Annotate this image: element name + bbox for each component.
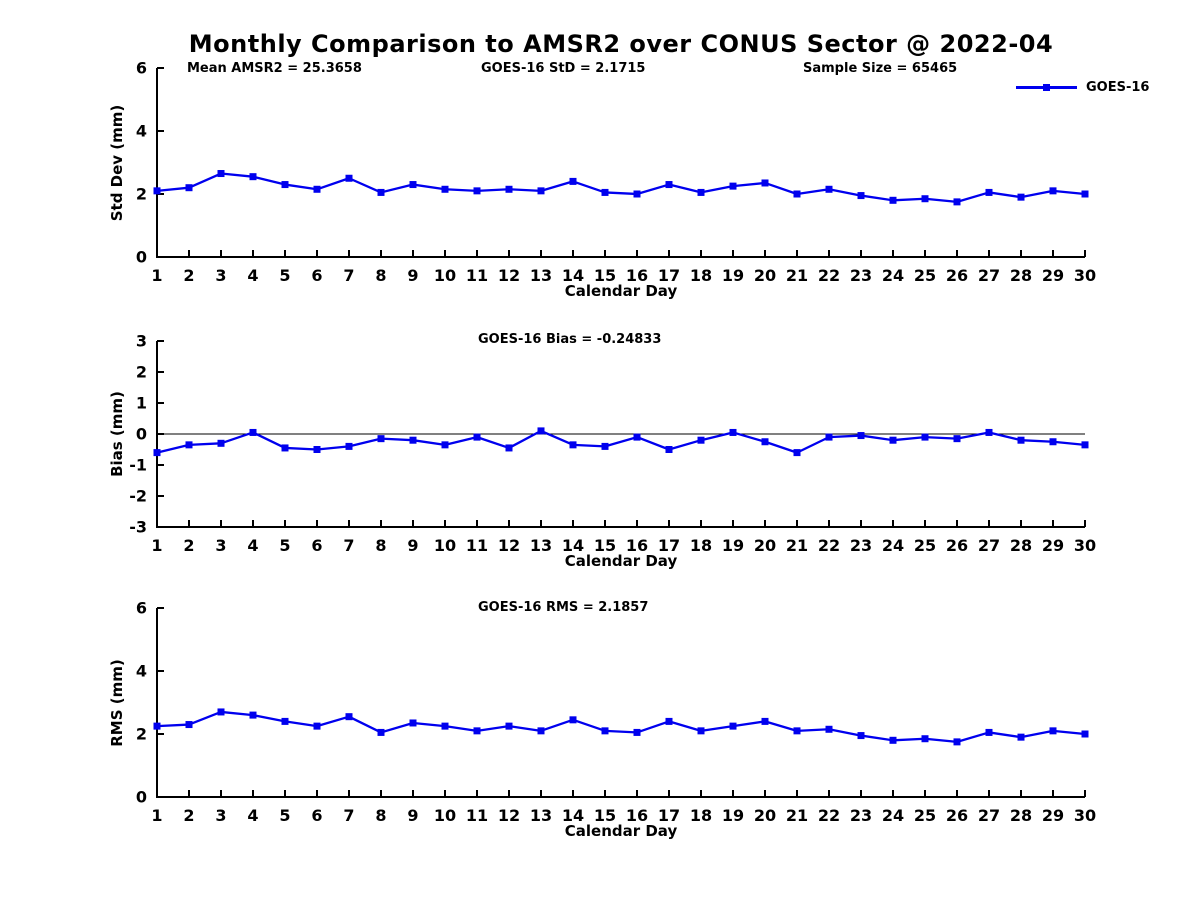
data-point-marker (922, 735, 929, 742)
x-tick-label: 27 (977, 536, 1001, 555)
data-point-marker (826, 726, 833, 733)
data-point-marker (410, 437, 417, 444)
y-tick-label: -3 (129, 517, 147, 537)
x-tick-label: 27 (977, 266, 1001, 285)
ylabel-std-dev: Std Dev (mm) (108, 104, 126, 222)
data-point-marker (570, 441, 577, 448)
x-tick-label: 10 (433, 266, 457, 285)
x-tick-label: 5 (279, 266, 291, 285)
data-point-marker (762, 179, 769, 186)
data-point-marker (538, 427, 545, 434)
x-tick-label: 22 (817, 266, 841, 285)
x-tick-label: 25 (913, 806, 937, 825)
x-tick-label: 27 (977, 806, 1001, 825)
data-point-marker (1050, 727, 1057, 734)
data-point-marker (1018, 734, 1025, 741)
x-tick-label: 15 (593, 806, 617, 825)
x-tick-label: 15 (593, 266, 617, 285)
x-tick-label: 6 (311, 536, 323, 555)
data-point-marker (474, 434, 481, 441)
x-tick-label: 22 (817, 536, 841, 555)
legend-label: GOES-16 (1086, 80, 1150, 95)
x-tick-label: 3 (215, 806, 227, 825)
x-tick-label: 20 (753, 536, 777, 555)
data-point-marker (186, 184, 193, 191)
y-tick-label: 1 (135, 393, 147, 413)
x-tick-label: 9 (407, 266, 419, 285)
y-tick-label: -2 (129, 486, 147, 506)
x-tick-label: 29 (1041, 536, 1065, 555)
data-point-marker (506, 186, 513, 193)
page-title: Monthly Comparison to AMSR2 over CONUS Sector @ 2022-04 (188, 30, 1054, 58)
x-tick-label: 30 (1073, 266, 1097, 285)
x-tick-label: 6 (311, 806, 323, 825)
std-dev-series-line (157, 174, 1085, 202)
data-point-marker (474, 187, 481, 194)
data-point-marker (346, 713, 353, 720)
subplot-title-bias: GOES-16 Bias = -0.24833 (478, 332, 662, 347)
x-tick-label: 4 (247, 266, 259, 285)
data-point-marker (314, 446, 321, 453)
data-point-marker (730, 429, 737, 436)
x-tick-label: 23 (849, 806, 873, 825)
data-point-marker (410, 719, 417, 726)
data-point-marker (314, 186, 321, 193)
x-tick-label: 12 (497, 806, 521, 825)
legend-line-sample (1016, 86, 1077, 89)
data-point-marker (250, 173, 257, 180)
data-point-marker (762, 718, 769, 725)
x-tick-label: 25 (913, 536, 937, 555)
data-point-marker (1082, 731, 1089, 738)
ylabel-rms: RMS (mm) (108, 659, 126, 747)
data-point-marker (890, 197, 897, 204)
data-point-marker (922, 195, 929, 202)
data-point-marker (794, 449, 801, 456)
data-point-marker (186, 721, 193, 728)
bias-subplot (129, 332, 1096, 556)
rms-subplot (136, 599, 1096, 826)
annotation-sample-size: Sample Size = 65465 (803, 61, 958, 76)
x-tick-label: 16 (625, 266, 649, 285)
data-point-marker (282, 718, 289, 725)
data-point-marker (666, 181, 673, 188)
x-tick-label: 29 (1041, 266, 1065, 285)
x-tick-label: 19 (721, 536, 745, 555)
xlabel-bias: Calendar Day (564, 552, 678, 570)
data-point-marker (346, 175, 353, 182)
y-tick-label: 6 (135, 58, 147, 78)
data-point-marker (634, 434, 641, 441)
x-tick-label: 30 (1073, 806, 1097, 825)
x-tick-label: 26 (945, 536, 969, 555)
x-tick-label: 1 (151, 806, 163, 825)
data-point-marker (442, 723, 449, 730)
data-point-marker (154, 187, 161, 194)
x-tick-label: 10 (433, 806, 457, 825)
data-point-marker (1082, 191, 1089, 198)
y-tick-label: -1 (129, 455, 147, 475)
data-point-marker (1082, 441, 1089, 448)
x-tick-label: 20 (753, 806, 777, 825)
x-tick-label: 4 (247, 536, 259, 555)
y-tick-label: 2 (135, 362, 147, 382)
y-tick-label: 0 (135, 424, 147, 444)
data-point-marker (698, 189, 705, 196)
x-tick-label: 6 (311, 266, 323, 285)
x-tick-label: 9 (407, 806, 419, 825)
x-tick-label: 22 (817, 806, 841, 825)
data-point-marker (378, 435, 385, 442)
x-tick-label: 13 (529, 806, 553, 825)
x-tick-label: 1 (151, 266, 163, 285)
x-tick-label: 2 (183, 266, 195, 285)
data-point-marker (826, 186, 833, 193)
data-point-marker (378, 729, 385, 736)
y-tick-label: 2 (135, 184, 147, 204)
data-point-marker (442, 441, 449, 448)
data-point-marker (282, 444, 289, 451)
x-tick-label: 20 (753, 266, 777, 285)
x-tick-label: 29 (1041, 806, 1065, 825)
y-tick-label: 3 (135, 331, 147, 351)
x-tick-label: 21 (785, 536, 809, 555)
data-point-marker (602, 727, 609, 734)
data-point-marker (474, 727, 481, 734)
x-tick-label: 1 (151, 536, 163, 555)
data-point-marker (442, 186, 449, 193)
data-point-marker (826, 434, 833, 441)
data-point-marker (602, 189, 609, 196)
data-point-marker (794, 191, 801, 198)
data-point-marker (698, 437, 705, 444)
x-tick-label: 21 (785, 266, 809, 285)
data-point-marker (378, 189, 385, 196)
x-tick-label: 7 (343, 266, 355, 285)
data-point-marker (570, 716, 577, 723)
annotation-goes16-std: GOES-16 StD = 2.1715 (481, 61, 646, 76)
data-point-marker (794, 727, 801, 734)
x-tick-label: 14 (561, 266, 585, 285)
data-point-marker (922, 434, 929, 441)
subplot-title-rms: GOES-16 RMS = 2.1857 (478, 600, 649, 615)
x-tick-label: 17 (657, 266, 681, 285)
x-tick-label: 14 (561, 536, 585, 555)
data-point-marker (1050, 438, 1057, 445)
x-tick-label: 4 (247, 806, 259, 825)
data-point-marker (634, 191, 641, 198)
data-point-marker (538, 187, 545, 194)
data-point-marker (570, 178, 577, 185)
data-point-marker (954, 435, 961, 442)
x-tick-label: 10 (433, 536, 457, 555)
x-tick-label: 16 (625, 806, 649, 825)
x-tick-label: 24 (881, 536, 905, 555)
x-tick-label: 17 (657, 536, 681, 555)
xlabel-std-dev: Calendar Day (564, 282, 678, 300)
x-tick-label: 8 (375, 806, 387, 825)
x-tick-label: 5 (279, 806, 291, 825)
x-tick-label: 3 (215, 266, 227, 285)
x-tick-label: 19 (721, 266, 745, 285)
data-point-marker (250, 712, 257, 719)
data-point-marker (890, 737, 897, 744)
data-point-marker (314, 723, 321, 730)
data-point-marker (634, 729, 641, 736)
x-tick-label: 21 (785, 806, 809, 825)
annotation-mean-amsr2: Mean AMSR2 = 25.3658 (187, 61, 362, 76)
xlabel-rms: Calendar Day (564, 822, 678, 840)
x-tick-label: 19 (721, 806, 745, 825)
x-tick-label: 28 (1009, 266, 1033, 285)
x-tick-label: 12 (497, 266, 521, 285)
x-tick-label: 8 (375, 266, 387, 285)
data-point-marker (666, 718, 673, 725)
data-point-marker (602, 443, 609, 450)
x-tick-label: 11 (465, 806, 489, 825)
x-tick-label: 13 (529, 536, 553, 555)
data-point-marker (346, 443, 353, 450)
x-tick-label: 30 (1073, 536, 1097, 555)
x-tick-label: 16 (625, 536, 649, 555)
x-tick-label: 14 (561, 806, 585, 825)
data-point-marker (506, 444, 513, 451)
x-tick-label: 28 (1009, 536, 1033, 555)
data-point-marker (858, 732, 865, 739)
data-point-marker (218, 708, 225, 715)
x-tick-label: 5 (279, 536, 291, 555)
data-point-marker (730, 723, 737, 730)
data-point-marker (890, 437, 897, 444)
x-tick-label: 11 (465, 266, 489, 285)
x-tick-label: 23 (849, 266, 873, 285)
x-tick-label: 7 (343, 806, 355, 825)
data-point-marker (154, 723, 161, 730)
x-tick-label: 7 (343, 536, 355, 555)
data-point-marker (282, 181, 289, 188)
x-tick-label: 18 (689, 536, 713, 555)
data-point-marker (1018, 194, 1025, 201)
y-tick-label: 4 (135, 121, 147, 141)
data-point-marker (218, 440, 225, 447)
y-tick-label: 0 (135, 787, 147, 807)
x-tick-label: 15 (593, 536, 617, 555)
x-tick-label: 13 (529, 266, 553, 285)
y-tick-label: 0 (135, 247, 147, 267)
x-tick-label: 26 (945, 266, 969, 285)
x-tick-label: 8 (375, 536, 387, 555)
data-point-marker (506, 723, 513, 730)
data-point-marker (858, 432, 865, 439)
x-tick-label: 17 (657, 806, 681, 825)
y-tick-label: 4 (135, 661, 147, 681)
data-point-marker (538, 727, 545, 734)
x-tick-label: 23 (849, 536, 873, 555)
x-tick-label: 12 (497, 536, 521, 555)
x-tick-label: 9 (407, 536, 419, 555)
data-point-marker (986, 189, 993, 196)
legend-marker-icon (1043, 84, 1050, 91)
y-tick-label: 6 (135, 598, 147, 618)
data-point-marker (730, 183, 737, 190)
x-tick-label: 2 (183, 806, 195, 825)
rms-series-line (157, 712, 1085, 742)
data-point-marker (218, 170, 225, 177)
data-point-marker (986, 729, 993, 736)
data-point-marker (954, 198, 961, 205)
data-point-marker (1050, 187, 1057, 194)
x-tick-label: 2 (183, 536, 195, 555)
data-point-marker (698, 727, 705, 734)
data-point-marker (186, 441, 193, 448)
x-tick-label: 28 (1009, 806, 1033, 825)
x-tick-label: 26 (945, 806, 969, 825)
data-point-marker (858, 192, 865, 199)
data-point-marker (154, 449, 161, 456)
x-tick-label: 18 (689, 266, 713, 285)
ylabel-bias: Bias (mm) (108, 391, 126, 477)
y-tick-label: 2 (135, 724, 147, 744)
data-point-marker (1018, 437, 1025, 444)
std-dev-subplot (136, 59, 1096, 286)
data-point-marker (666, 446, 673, 453)
x-tick-label: 18 (689, 806, 713, 825)
x-tick-label: 11 (465, 536, 489, 555)
legend (1016, 80, 1149, 95)
data-point-marker (954, 738, 961, 745)
data-point-marker (410, 181, 417, 188)
data-point-marker (986, 429, 993, 436)
x-tick-label: 3 (215, 536, 227, 555)
x-tick-label: 25 (913, 266, 937, 285)
x-tick-label: 24 (881, 806, 905, 825)
data-point-marker (250, 429, 257, 436)
x-tick-label: 24 (881, 266, 905, 285)
data-point-marker (762, 438, 769, 445)
